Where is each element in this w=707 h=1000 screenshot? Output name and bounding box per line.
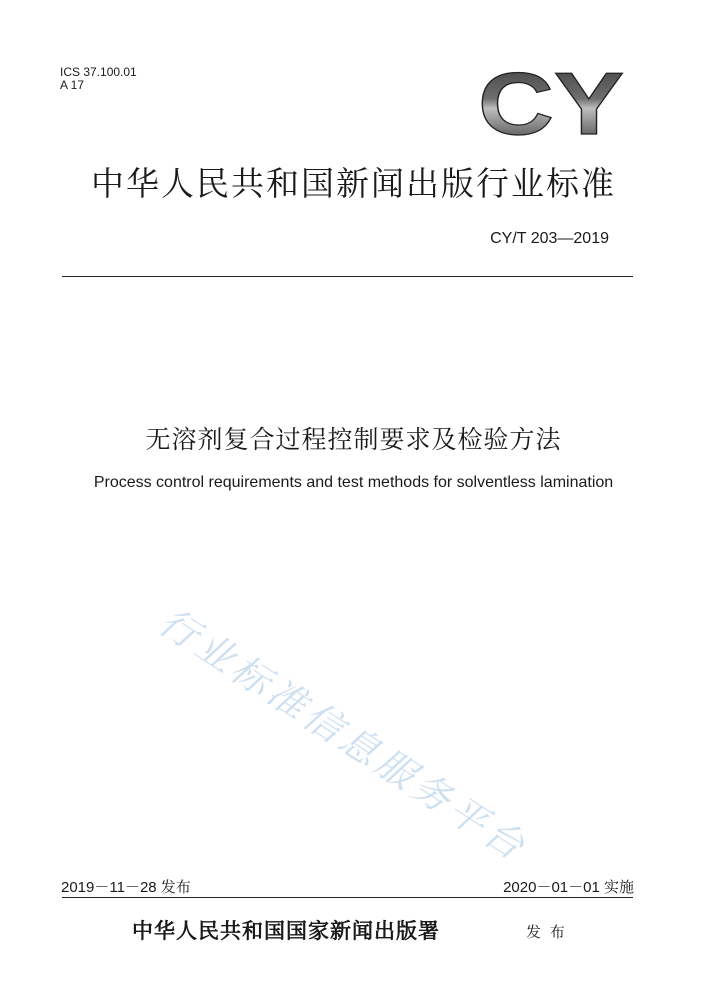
ics-code: ICS 37.100.01 [60, 65, 137, 79]
standard-code: CY/T 203—2019 [490, 230, 609, 247]
bottom-divider [62, 897, 633, 898]
logo-text: CY [478, 60, 624, 140]
classification-block [60, 66, 137, 92]
implementation-date: 2020－01－01 实施 [503, 879, 634, 896]
publisher: 中华人民共和国国家新闻出版署 [132, 918, 440, 943]
top-divider [62, 276, 633, 277]
standard-category: 中华人民共和国新闻出版行业标准 [91, 164, 616, 203]
issue-date: 2019－11－28 发布 [61, 879, 191, 896]
watermark: 行业标准信息服务平台 [151, 599, 536, 871]
ccs-code: A 17 [60, 78, 85, 92]
title-english: Process control requirements and test methods for solventless lamination [93, 474, 614, 491]
publish-label: 发 布 [526, 923, 567, 941]
title-chinese: 无溶剂复合过程控制要求及检验方法 [145, 425, 562, 454]
cy-logo [478, 60, 624, 140]
